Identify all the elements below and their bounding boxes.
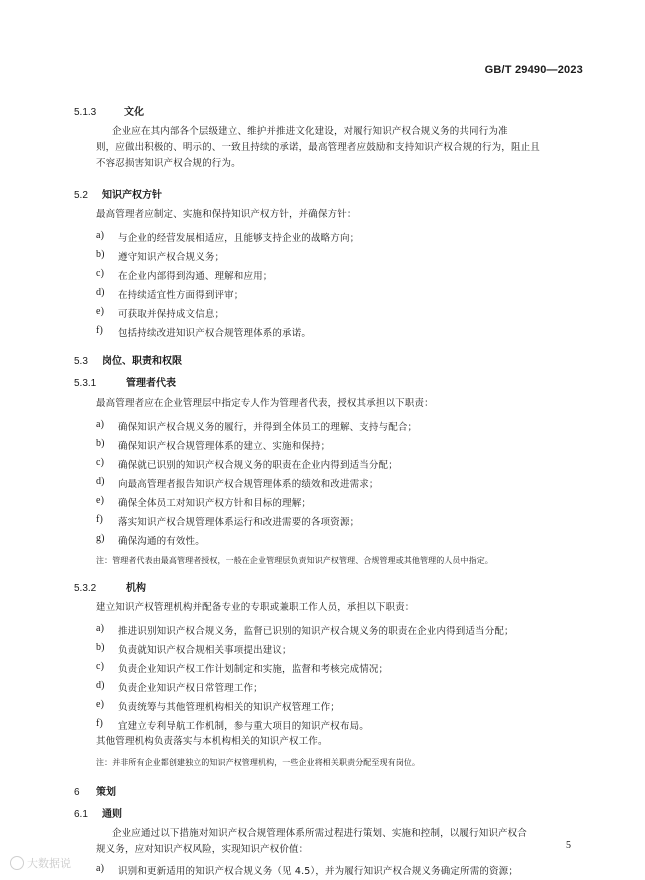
list-label: f) [96,325,103,336]
note: 注：管理者代表由最高管理者授权，一般在企业管理层负责知识产权管理、合规管理或其他管理的人员中指定。 [96,556,493,565]
heading-title: 岗位、职责和权限 [102,356,182,367]
paragraph-line: 规义务，应对知识产权风险，实现知识产权价值： [96,844,309,855]
list-label: e) [96,306,105,317]
list-text: 遵守知识产权合规义务； [118,252,225,263]
heading-title: 策划 [96,787,116,798]
list-text: 识别和更新适用的知识产权合规义务（见 4.5），并为履行知识产权合规义务确定所需的资源； [118,866,518,877]
heading-5-3-1 [74,374,176,389]
list-label: a) [96,623,105,634]
list-label: d) [96,680,105,691]
list-text: 负责企业知识产权日常管理工作； [118,683,263,694]
heading-number: 5.2 [74,190,88,201]
list-text: 确保知识产权合规义务的履行，并得到全体员工的理解、支持与配合； [118,422,418,433]
list-text: 负责统筹与其他管理机构相关的知识产权管理工作； [118,702,340,713]
list-text: 确保沟通的有效性。 [118,536,205,547]
heading-5-1-3 [74,103,144,118]
list-label: b) [96,249,105,260]
list-text: 向最高管理者报告知识产权合规管理体系的绩效和改进需求； [118,479,379,490]
list-text: 在企业内部得到沟通、理解和应用； [118,271,273,282]
intro-line: 最高管理者应在企业管理层中指定专人作为管理者代表，授权其承担以下职责： [96,398,434,409]
heading-number: 5.1.3 [74,107,97,118]
list-label: g) [96,533,105,544]
list-text: 确保全体员工对知识产权方针和目标的理解； [118,498,312,509]
list-label: a) [96,863,105,874]
paragraph-line: 不容忍损害知识产权合规的行为。 [96,158,241,169]
list-text: 可获取并保持成文信息； [118,309,225,320]
watermark-text: 大数据说 [27,857,71,870]
list-label: b) [96,642,105,653]
paragraph-line: 企业应在其内部各个层级建立、维护并推进文化建设，对履行知识产权合规义务的共同行为准 [112,126,508,137]
heading-6-1 [74,805,122,820]
list-label: a) [96,230,105,241]
heading-title: 机构 [126,583,146,594]
list-text: 落实知识产权合规管理体系运行和改进需要的各项资源； [118,517,360,528]
watermark [10,855,71,871]
list-label: f) [96,718,103,729]
list-label: c) [96,457,105,468]
heading-5-2 [74,186,162,201]
list-text: 负责就知识产权合规相关事项提出建议； [118,645,292,656]
list-text: 与企业的经营发展相适应，且能够支持企业的战略方向； [118,233,360,244]
intro-line: 建立知识产权管理机构并配备专业的专职或兼职工作人员，承担以下职责： [96,602,415,613]
paragraph-line: 则，应做出积极的、明示的、一致且持续的承诺，最高管理者应鼓励和支持知识产权合规的行为，阻止且 [96,142,540,153]
list-label: b) [96,438,105,449]
page-number: 5 [566,840,571,851]
list-label: c) [96,268,105,279]
list-text: 负责企业知识产权工作计划制定和实施，监督和考核完成情况； [118,664,389,675]
note: 注：并非所有企业都创建独立的知识产权管理机构，一些企业将相关职责分配至现有岗位。 [96,758,420,767]
list-text: 包括持续改进知识产权合规管理体系的承诺。 [118,328,312,339]
list-label: f) [96,514,103,525]
heading-6 [74,783,116,798]
list-label: d) [96,287,105,298]
heading-5-3-2 [74,579,146,594]
heading-title: 管理者代表 [126,378,176,389]
list-text: 宜建立专利导航工作机制，参与重大项目的知识产权布局。 [118,721,369,732]
standard-code: GB/T 29490—2023 [484,64,583,76]
heading-number: 5.3.1 [74,378,97,389]
heading-title: 通则 [102,809,122,820]
watermark-logo-icon [10,856,24,870]
heading-number: 6 [74,787,80,798]
list-label: e) [96,699,105,710]
heading-title: 知识产权方针 [102,190,162,201]
list-label: a) [96,419,105,430]
heading-number: 5.3.2 [74,583,97,594]
heading-number: 6.1 [74,809,88,820]
list-label: d) [96,476,105,487]
list-label: c) [96,661,105,672]
outro-line: 其他管理机构负责落实与本机构相关的知识产权工作。 [96,736,328,747]
heading-number: 5.3 [74,356,88,367]
list-text: 确保知识产权合规管理体系的建立、实施和保持； [118,441,331,452]
heading-title: 文化 [124,107,144,118]
intro-line: 最高管理者应制定、实施和保持知识产权方针，并确保方针： [96,209,357,220]
heading-5-3 [74,352,182,367]
paragraph-line: 企业应通过以下措施对知识产权合规管理体系所需过程进行策划、实施和控制，以履行知识产权合 [112,828,527,839]
list-text: 推进识别知识产权合规义务，监督已识别的知识产权合规义务的职责在企业内得到适当分配； [118,626,514,637]
list-text: 确保就已识别的知识产权合规义务的职责在企业内得到适当分配； [118,460,398,471]
list-text: 在持续适宜性方面得到评审； [118,290,244,301]
list-label: e) [96,495,105,506]
